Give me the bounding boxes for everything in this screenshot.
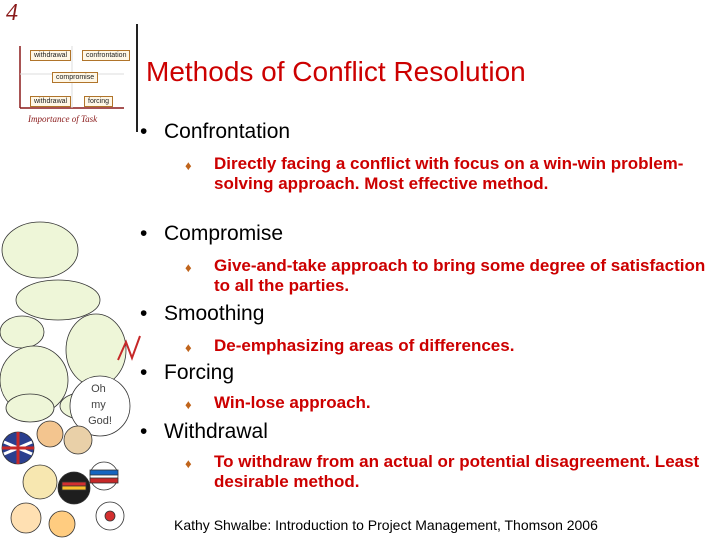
bullet-forcing — [140, 361, 371, 412]
bullet-compromise — [140, 222, 706, 295]
main-bullet-compromise: • Compromise — [140, 222, 284, 245]
diamond-icon: ♦ — [185, 397, 192, 412]
diamond-icon: ♦ — [185, 158, 192, 173]
sub-bullet-forcing: ♦ Win-lose approach. — [214, 393, 714, 413]
main-bullet-withdrawal: • Withdrawal — [140, 420, 268, 443]
diamond-icon: ♦ — [185, 456, 192, 471]
bullet-smoothing — [140, 302, 515, 355]
speech-line-1: Oh — [91, 383, 106, 395]
diamond-icon: ♦ — [185, 260, 192, 275]
sub-bullet-compromise: ♦ Give-and-take approach to bring some degree of satisfaction to all the parties. — [185, 256, 706, 295]
grid-box-withdrawal-top: withdrawal — [30, 50, 71, 61]
main-bullet-confrontation: • Confrontation — [140, 120, 291, 143]
title-divider — [136, 24, 138, 132]
speech-line-3: God! — [88, 415, 112, 427]
grid-box-withdrawal: withdrawal — [30, 96, 71, 107]
team-conflict-cartoon — [0, 220, 150, 540]
bullet-confrontation — [140, 120, 684, 193]
bullet-withdrawal — [140, 420, 700, 491]
sub-bullet-withdrawal: ♦ To withdraw from an actual or potential disagreement. Least desirable method. — [185, 452, 700, 491]
sub-bullet-confrontation: ♦ Directly facing a conflict with focus on a win-win problem-solving approach. Most effective method. — [185, 154, 684, 193]
sub-bullet-smoothing: ♦ De-emphasizing areas of differences. — [214, 336, 714, 356]
main-bullet-forcing: • Forcing — [140, 361, 235, 384]
speech-line-2: my — [91, 399, 106, 411]
speech-text — [88, 383, 112, 427]
grid-box-forcing: forcing — [84, 96, 113, 107]
diamond-icon: ♦ — [185, 340, 192, 355]
citation: Kathy Shwalbe: Introduction to Project Management, Thomson 2006 — [174, 517, 598, 533]
grid-box-compromise: compromise — [52, 72, 98, 83]
x-axis-label: Importance of Task — [28, 114, 98, 124]
grid-box-confrontation: confrontation — [82, 50, 130, 61]
slide-title: Methods of Conflict Resolution — [146, 56, 526, 87]
main-bullet-smoothing: • Smoothing — [140, 302, 265, 325]
slide-number: 4 — [6, 0, 18, 26]
